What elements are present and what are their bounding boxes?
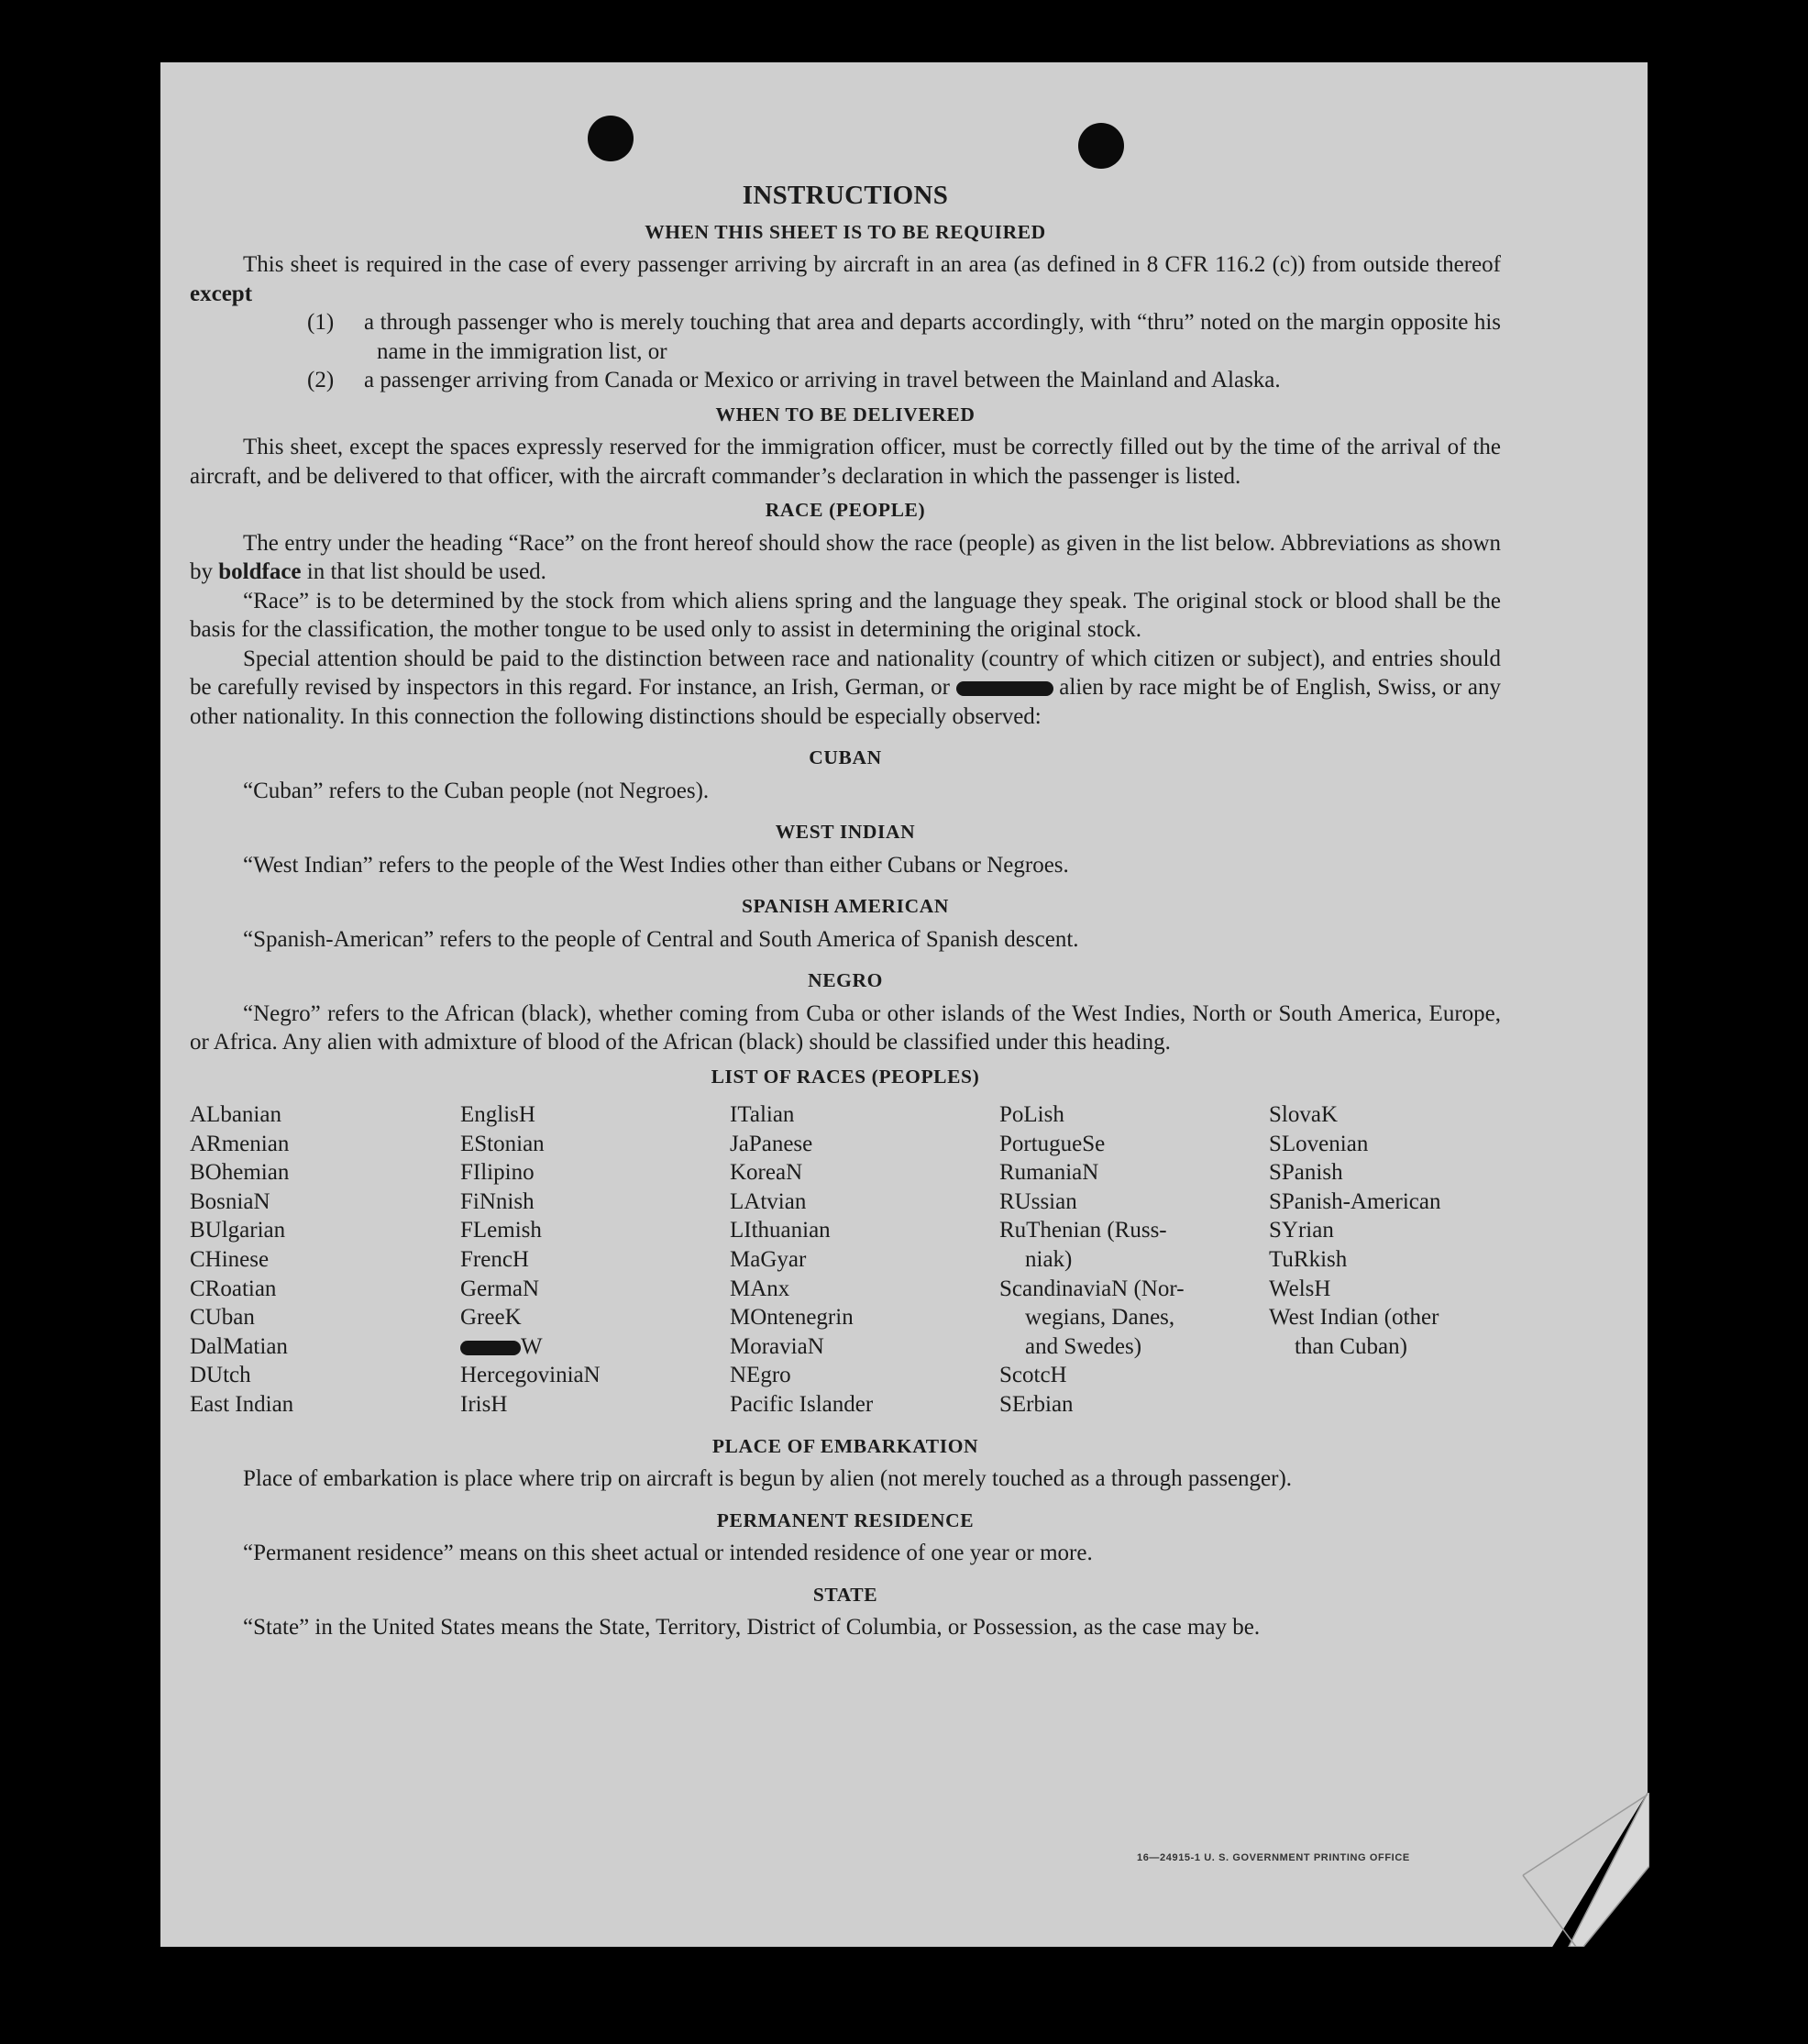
item-text: a through passenger who is merely touching that area and departs accordingly, with “thru” noted on the margin opposite his name in the immigration list, or (364, 310, 1501, 364)
race-paragraph-3: Special attention should be paid to the distinction between race and nationality (country of which citizen or subject), and entries should be carefully revised by inspectors in this regard. For instance, an Irish, German, or alien by race might be of English, Swiss, or any other nationality. In this connection the following distinctions should be especially observed: (190, 646, 1502, 729)
race-entry: East Indian (190, 1391, 294, 1417)
heading-required: WHEN THIS SHEET IS TO BE REQUIRED (645, 220, 1046, 243)
race-entry: SPanish-American (1269, 1188, 1441, 1214)
redaction-mark (956, 681, 1053, 696)
race-entry: and Swedes) (1025, 1333, 1142, 1359)
race-entry: SErbian (999, 1391, 1074, 1417)
race-entry: BOhemian (190, 1160, 290, 1186)
race-column (730, 1100, 999, 1420)
race-entry: niak) (1025, 1246, 1073, 1272)
cuban-text: “Cuban” refers to the Cuban people (not Negroes). (243, 778, 710, 803)
race-entry: NEgro (730, 1363, 791, 1388)
race-entry: EStonian (460, 1131, 545, 1156)
race-entry: BosniaN (190, 1188, 270, 1214)
race-column (1269, 1100, 1501, 1420)
race-entry: DalMatian (190, 1333, 288, 1359)
race-entry: LAtvian (730, 1188, 807, 1214)
heading-embarkation: PLACE OF EMBARKATION (711, 1434, 979, 1457)
race-column (999, 1100, 1269, 1420)
race-entry: FiNnish (460, 1188, 535, 1214)
race-entry: wegians, Danes, (1025, 1305, 1175, 1331)
item-number: (1) (307, 310, 335, 335)
race-entry: CHinese (190, 1246, 270, 1272)
race-entry: FLemish (460, 1218, 542, 1243)
race-entry: MaGyar (730, 1246, 807, 1272)
race-entry: DUtch (190, 1363, 251, 1388)
race-entry: LIthuanian (730, 1218, 831, 1243)
required-items (190, 308, 1501, 395)
heading-race: RACE (PEOPLE) (765, 499, 926, 521)
heading-state: STATE (812, 1583, 878, 1606)
residence-text: “Permanent residence” means on this sheet actual or intended residence of one year or more. (243, 1541, 1093, 1566)
race-entry: ScandinaviaN (Nor- (999, 1276, 1185, 1301)
heading-delivered: WHEN TO BE DELIVERED (715, 403, 976, 425)
redaction-mark (460, 1341, 521, 1355)
race-column (460, 1100, 730, 1420)
race-entry: ARmenian (190, 1131, 290, 1156)
race-entry: RUssian (999, 1188, 1077, 1214)
race-entry: GermaN (460, 1276, 540, 1301)
heading-negro: NEGRO (808, 969, 883, 991)
item-text: a passenger arriving from Canada or Mexico or arriving in travel between the Mainland and Alaska. (364, 368, 1281, 392)
race-entry: BUlgarian (190, 1218, 286, 1243)
race-entry: SYrian (1269, 1218, 1334, 1243)
printing-office-code: 16—24915-1 U. S. GOVERNMENT PRINTING OFFICE (1137, 1852, 1410, 1863)
race-entry: CUban (190, 1305, 255, 1331)
race-entry: RuThenian (Russ- (999, 1218, 1167, 1243)
race-entry: WelsH (1269, 1276, 1331, 1301)
race-entry: RumaniaN (999, 1160, 1099, 1186)
race-entry: PoLish (999, 1102, 1064, 1127)
page-title: INSTRUCTIONS (742, 181, 949, 210)
race-entry: CRoatian (190, 1276, 277, 1301)
heading-west-indian: WEST INDIAN (775, 821, 916, 843)
negro-text: “Negro” refers to the African (black), whether coming from Cuba or other islands of the West Indies, North or South America, Europe, or Africa. Any alien with admixture of blood of the African (black) should be classified under this heading. (190, 1000, 1501, 1055)
race-entry: KoreaN (730, 1160, 803, 1186)
race-entry: SPanish (1269, 1160, 1343, 1186)
race-paragraph-2: “Race” is to be determined by the stock from which aliens spring and the language they speak. The original stock or blood shall be the basis for the classification, the mother tongue to be used only to assist in determining the original stock. (190, 588, 1501, 642)
heading-spanish-american: SPANISH AMERICAN (741, 895, 950, 917)
race-entry: FrencH (460, 1246, 529, 1272)
heading-cuban: CUBAN (809, 746, 882, 768)
race-entry: SlovaK (1269, 1102, 1338, 1127)
required-item (190, 366, 1501, 395)
race-list (190, 1100, 1501, 1420)
race-entry: Pacific Islander (730, 1391, 874, 1417)
punch-hole-right (1078, 123, 1124, 169)
embarkation-text: Place of embarkation is place where trip on aircraft is begun by alien (not merely touched as a through passenger). (243, 1466, 1293, 1492)
race-entry: than Cuban) (1295, 1333, 1407, 1359)
race-entry: EnglisH (460, 1102, 535, 1127)
heading-list-of-races: LIST OF RACES (PEOPLES) (711, 1065, 980, 1088)
race-entry: ALbanian (190, 1102, 281, 1127)
item-number: (2) (307, 368, 335, 392)
race-entry: TuRkish (1269, 1246, 1348, 1272)
required-item (190, 308, 1501, 366)
folded-corner (1521, 1793, 1649, 1947)
race-entry: W (460, 1332, 730, 1362)
race-entry: PortugueSe (999, 1131, 1106, 1156)
state-text: “State” in the United States means the State, Territory, District of Columbia, or Possession, as the case may be. (243, 1615, 1261, 1641)
race-entry: GreeK (460, 1305, 522, 1331)
punch-hole-left (588, 116, 634, 161)
race-entry: ITalian (730, 1102, 795, 1127)
race-entry: MoraviaN (730, 1333, 824, 1359)
spanish-american-text: “Spanish-American” refers to the people of Central and South America of Spanish descent. (243, 926, 1079, 952)
race-entry: JaPanese (730, 1131, 813, 1156)
race-entry: West Indian (other (1269, 1305, 1439, 1331)
west-indian-text: “West Indian” refers to the people of the West Indies other than either Cubans or Negroes. (243, 852, 1069, 878)
race-entry: FIlipino (460, 1160, 535, 1186)
race-paragraph-1: The entry under the heading “Race” on the front hereof should show the race (people) as given in the list below. Abbreviations as shown by boldface in that list should be used. (190, 530, 1501, 584)
delivered-text: This sheet, except the spaces expressly reserved for the immigration officer, must be correctly filled out by the time of the arrival of the aircraft, and be delivered to that officer, with the aircraft commander’s declaration in which the passenger is listed. (190, 435, 1501, 489)
race-entry: ScotcH (999, 1363, 1067, 1388)
race-entry: HercegoviniaN (460, 1363, 601, 1388)
race-entry: MAnx (730, 1276, 790, 1301)
required-intro: This sheet is required in the case of every passenger arriving by aircraft in an area (as defined in 8 CFR 116.2 (c)) from outside thereof except (190, 252, 1501, 306)
race-entry: MOntenegrin (730, 1305, 854, 1331)
instructions-content (190, 182, 1501, 1642)
race-entry: SLovenian (1269, 1131, 1369, 1156)
race-column (190, 1100, 460, 1420)
heading-residence: PERMANENT RESIDENCE (716, 1508, 975, 1531)
race-entry: IrisH (460, 1391, 508, 1417)
